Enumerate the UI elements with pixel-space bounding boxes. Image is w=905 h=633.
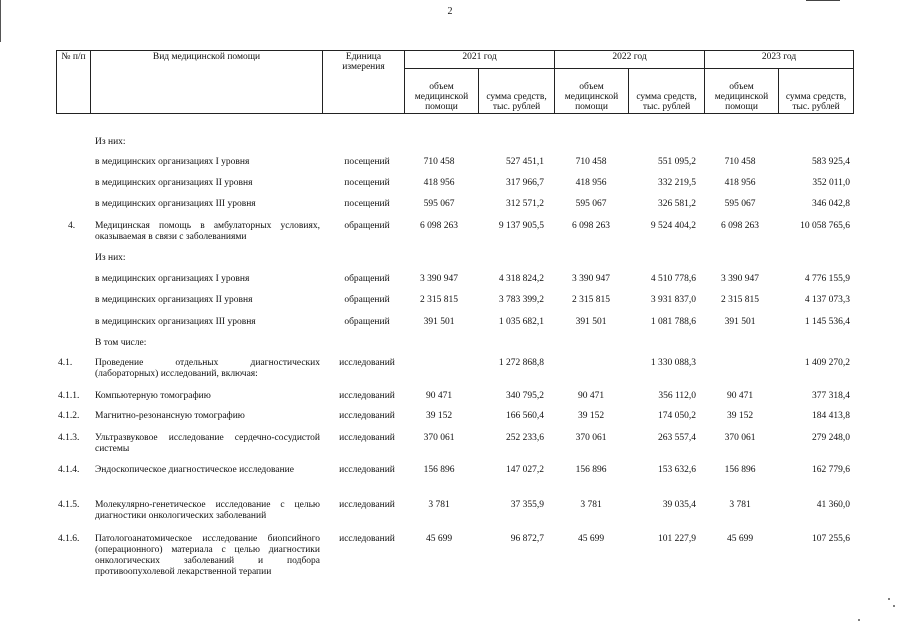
header-year-2021: 2021 год [405,51,555,69]
header-year-2023: 2023 год [705,51,854,69]
header-volume-2023: объем медицинской помощи [705,69,779,114]
page-number: 2 [447,6,453,17]
header-volume-2022: объем медицинской помощи [555,69,629,114]
header-num: № п/п [57,51,91,114]
header-sum-2022: сумма средств, тыс. рублей [629,69,705,114]
scan-top-line [806,0,840,1]
table-header [56,50,854,114]
header-sum-2023: сумма средств, тыс. рублей [779,69,854,114]
scan-speck [893,605,895,607]
scan-speck [888,598,890,600]
header-year-2022: 2022 год [555,51,705,69]
scan-speck [858,619,860,621]
header-sum-2021: сумма средств, тыс. рублей [479,69,555,114]
header-volume-2021: объем медицинской помощи [405,69,479,114]
scan-edge-line [0,0,1,42]
header-unit: Единица измерения [323,51,405,114]
header-type: Вид медицинской помощи [91,51,323,114]
